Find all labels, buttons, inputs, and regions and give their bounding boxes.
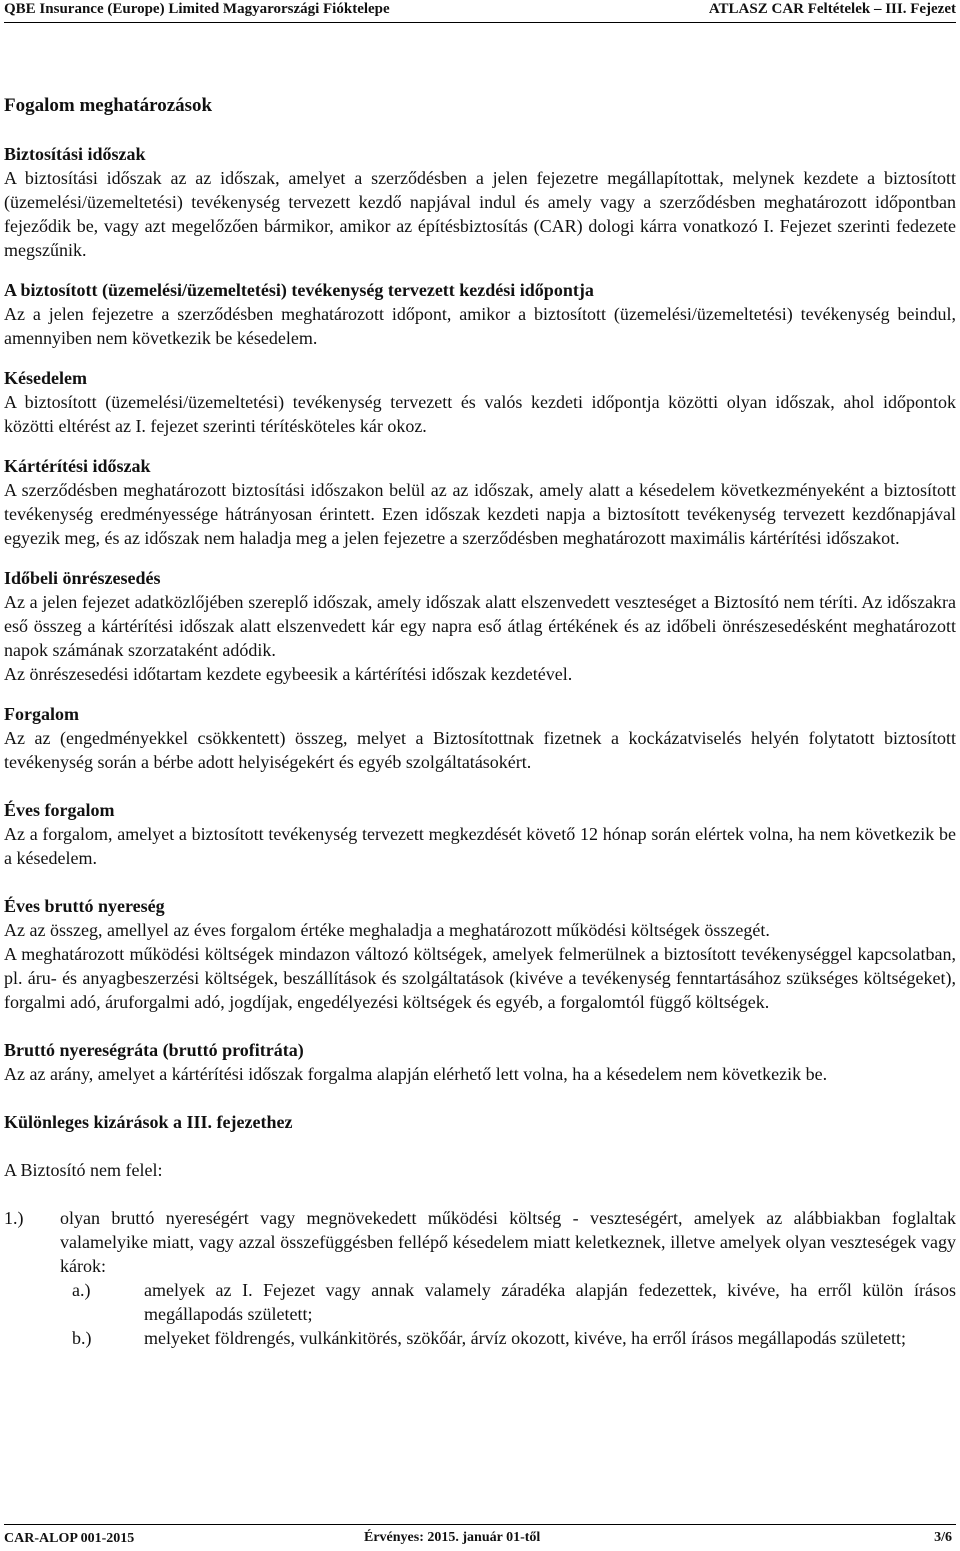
exclusion-item	[4, 1206, 956, 1278]
list-text: olyan bruttó nyereségért vagy megnövekedett működési költség - veszteségért, amelyek az alábbiakban foglaltak valamelyike miatt, vagy azzal összefüggésben fellépő késedelem miatt keletkeznek, illetve amelyek olyan veszteségek vagy károk:	[60, 1208, 956, 1276]
sublist-text: amelyek az I. Fejezet vagy annak valamely záradéka alapján fedezettek, kivéve, ha erről külön írásos megállapodás született;	[144, 1280, 956, 1324]
section-title: Éves bruttó nyereség	[4, 896, 165, 916]
section-biztositasi-idoszak	[4, 142, 956, 262]
list-number: 1.)	[4, 1208, 24, 1228]
section-brutto-nyereségrata	[4, 1038, 956, 1086]
section-kulonleges-kizarasok	[4, 1110, 956, 1134]
section-forgalom	[4, 702, 956, 774]
section-eves-brutto-nyereseg	[4, 894, 956, 1014]
section-paragraph: A szerződésben meghatározott biztosítási időszakon belül az az időszak, amely alatt a késedelem következményeként a biztosított tevékenység eredményessége hátrányosan érintett. Ezen időszak kezdeti napja a biztosított tevékenység tervezett kezdőnapjával egyezik meg, és az időszak nem haladja meg a jelen fejezetre a szerződésben meghatározott maximális kártérítési időszakot.	[4, 480, 956, 548]
section-title: A biztosított (üzemelési/üzemeltetési) tevékenység tervezett kezdési időpontja	[4, 280, 594, 300]
section-title: Késedelem	[4, 368, 87, 388]
section-paragraph: Az az összeg, amellyel az éves forgalom értéke meghaladja a meghatározott működési költségek összegét.	[4, 920, 770, 940]
section-idobeli-onreszesedes	[4, 566, 956, 686]
exclusion-subitem	[72, 1326, 956, 1350]
section-kezdesi-idopont	[4, 278, 956, 350]
exclusion-subitem	[72, 1278, 956, 1326]
section-title: Biztosítási időszak	[4, 144, 146, 164]
section-title: Forgalom	[4, 704, 79, 724]
page-content	[4, 94, 956, 1350]
footer-page-number: 3/6	[934, 1530, 952, 1545]
footer-document-code: CAR-ALOP 001-2015	[4, 1531, 135, 1546]
section-kesedelem	[4, 366, 956, 438]
section-title: Kártérítési időszak	[4, 456, 151, 476]
section-paragraph: Az a forgalom, amelyet a biztosított tevékenység tervezett megkezdését követő 12 hónap során elértek volna, ha nem következik be a késedelem.	[4, 824, 956, 868]
section-karteritesi-idoszak	[4, 454, 956, 550]
page-header	[4, 0, 956, 23]
section-title: Bruttó nyereségráta (bruttó profitráta)	[4, 1040, 304, 1060]
section-paragraph: Az a jelen fejezet adatközlőjében szereplő időszak, amely időszak alatt elszenvedett veszteséget a Biztosító nem téríti. Az időszakra eső összeg a kártérítési időszak alatt elszenvedett kár egy napra eső átlag értékének és az időbeli önrészesedésként meghatározott napok számának szorzataként adódik.	[4, 592, 956, 660]
section-paragraph: Az az arány, amelyet a kártérítési időszak forgalma alapján elérhető lett volna, ha a késedelem nem következik be.	[4, 1064, 828, 1084]
footer-validity: Érvényes: 2015. január 01-től	[364, 1530, 541, 1545]
section-paragraph: Az önrészesedési időtartam kezdete egybeesik a kártérítési időszak kezdetével.	[4, 664, 573, 684]
section-paragraph: Az az (engedményekkel csökkentett) összeg, melyet a Biztosítottnak fizetnek a kockázatviselés helyén folytatott biztosított tevékenység során a bérbe adott helyiségekért és egyéb szolgáltatásokért.	[4, 728, 956, 772]
sublist-number: b.)	[72, 1328, 92, 1348]
section-title: Éves forgalom	[4, 800, 115, 820]
sublist-number: a.)	[72, 1280, 91, 1300]
section-paragraph: A biztosítási időszak az az időszak, amelyet a szerződésben a jelen fejezetre megállapítottak, melynek kezdete a biztosított (üzemelési/üzemeltetési) tevékenység tervezett kezdő napjával indul és amely vagy a szerződésben meghatározott időpontban fejeződik be, vagy azt megelőzően bármikor, amikor az építésbiztosítás (CAR) dologi kárra vonatkozó I. Fejezet szerinti fedezete megszűnik.	[4, 168, 956, 260]
section-paragraph: A meghatározott működési költségek mindazon változó költségek, amelyek felmerülnek a biztosított tevékenységgel kapcsolatban, pl. áru- és anyagbeszerzési költségek, beszállítások és szolgáltatások (kivéve a tevékenység fenntartásához szükséges költségeket), forgalmi adó, áruforgalmi adó, jogdíjak, engedélyezési költségek és egyéb, a forgalomtól függő költségek.	[4, 944, 956, 1012]
section-paragraph: Az a jelen fejezetre a szerződésben meghatározott időpont, amikor a biztosított (üzemelési/üzemeltetési) tevékenység beindul, amennyiben nem következik be késedelem.	[4, 304, 956, 348]
section-title: Különleges kizárások a III. fejezethez	[4, 1112, 293, 1132]
header-company: QBE Insurance (Europe) Limited Magyarországi Fióktelepe	[4, 1, 390, 17]
exclusions-intro: A Biztosító nem felel:	[4, 1160, 163, 1180]
section-title: Időbeli önrészesedés	[4, 568, 161, 588]
sublist-text: melyeket földrengés, vulkánkitörés, szökőár, árvíz okozott, kivéve, ha erről írásos megállapodás született;	[144, 1328, 907, 1348]
page-footer	[4, 1524, 956, 1551]
main-title: Fogalom meghatározások	[4, 95, 213, 116]
section-eves-forgalom	[4, 798, 956, 870]
header-document-title: ATLASZ CAR Feltételek – III. Fejezet	[708, 1, 956, 17]
section-paragraph: A biztosított (üzemelési/üzemeltetési) tevékenység tervezett és valós kezdeti időpontja közötti olyan időszak, ahol időpontok közötti eltérést az I. fejezet szerinti térítésköteles kár okoz.	[4, 392, 956, 436]
